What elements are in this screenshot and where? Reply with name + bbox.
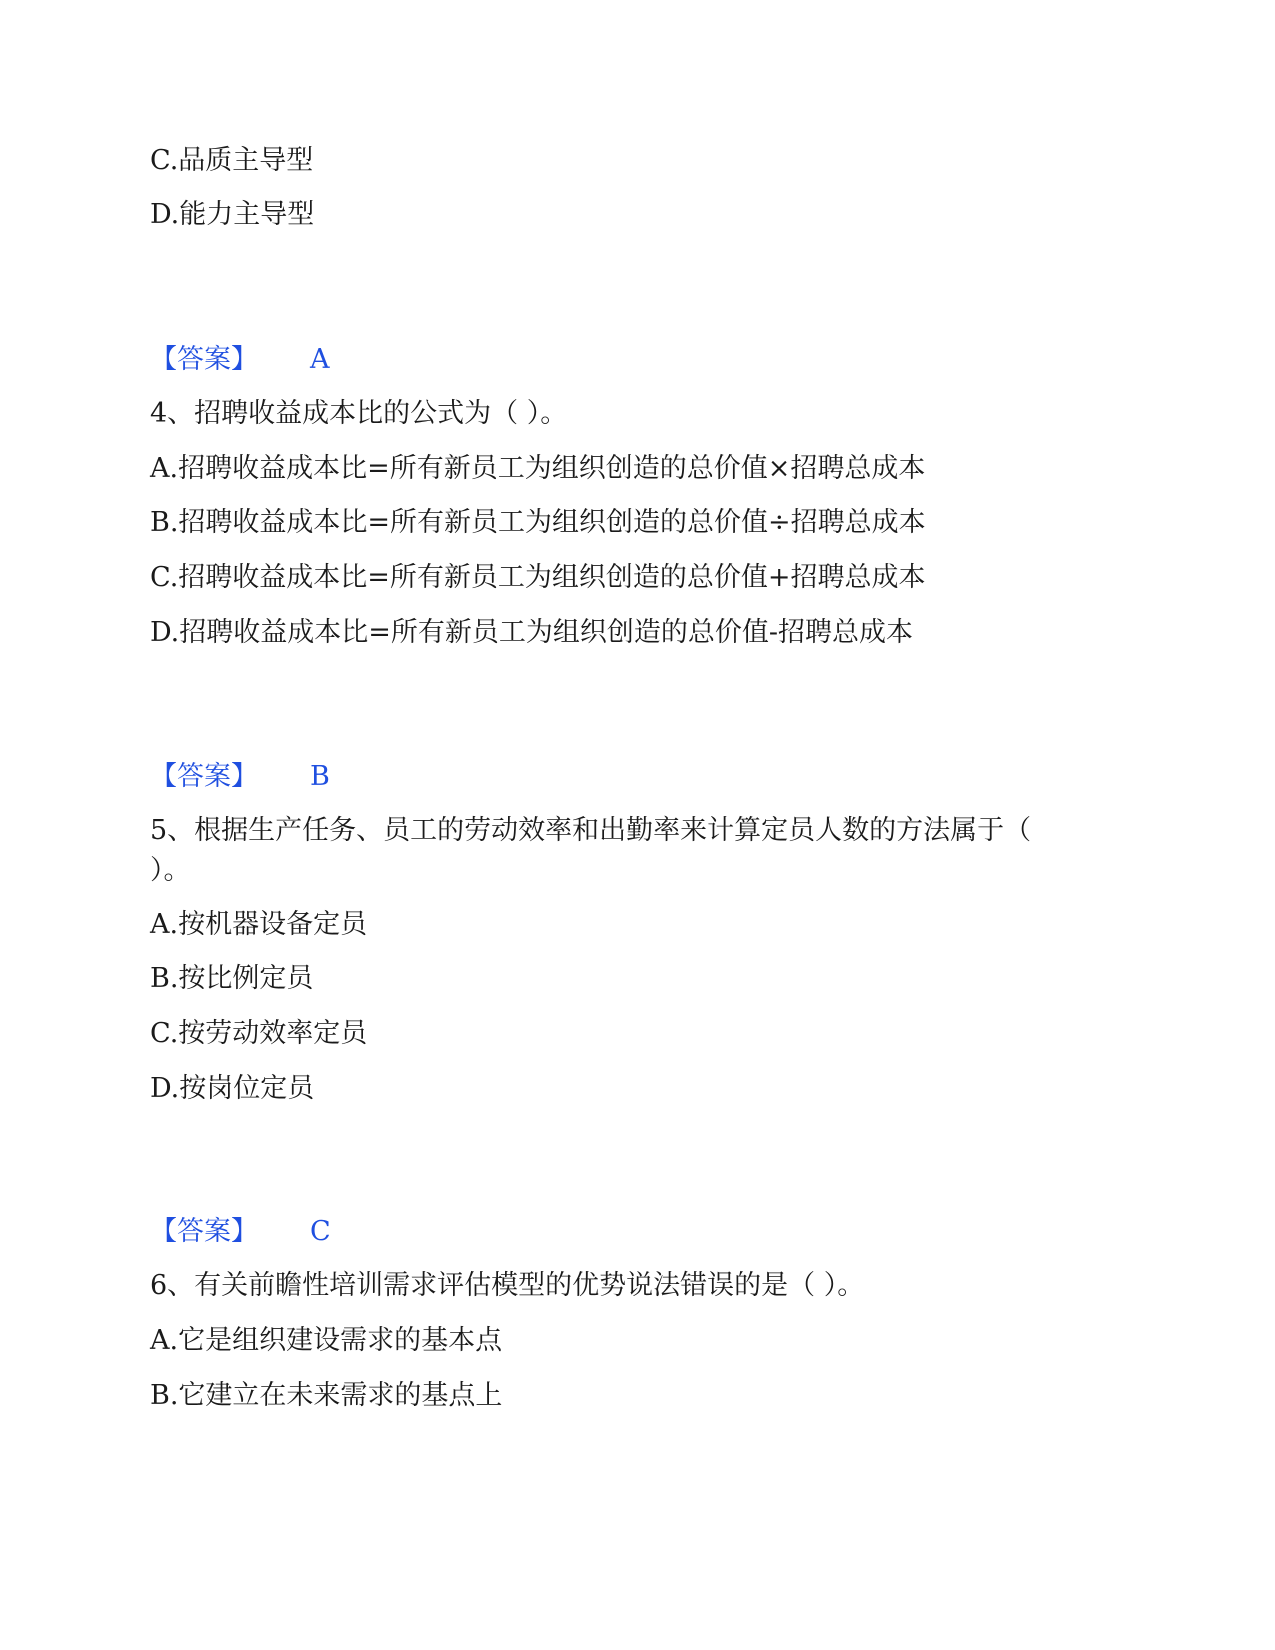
q4-option-d: D.招聘收益成本比=所有新员工为组织创造的总价值-招聘总成本 — [150, 617, 914, 648]
q3-answer — [150, 342, 450, 378]
answer-value: A — [310, 344, 330, 375]
answer-label: 【答案】 — [150, 344, 258, 375]
answer-value: B — [310, 761, 330, 792]
q4-answer — [150, 759, 450, 795]
q4-option-c: C.招聘收益成本比=所有新员工为组织创造的总价值+招聘总成本 — [150, 562, 926, 593]
q5-option-b: B.按比例定员 — [150, 963, 314, 994]
q5-option-c: C.按劳动效率定员 — [150, 1018, 368, 1049]
answer-label: 【答案】 — [150, 761, 258, 792]
q4-option-b: B.招聘收益成本比=所有新员工为组织创造的总价值÷招聘总成本 — [150, 507, 926, 538]
q4-option-a: A.招聘收益成本比=所有新员工为组织创造的总价值×招聘总成本 — [150, 453, 926, 484]
q5-answer — [150, 1214, 450, 1250]
q6-option-b: B.它建立在未来需求的基点上 — [150, 1380, 503, 1411]
q6-option-a: A.它是组织建设需求的基本点 — [150, 1325, 503, 1356]
q3-option-c: C.品质主导型 — [150, 145, 314, 176]
answer-label: 【答案】 — [150, 1216, 258, 1247]
q5-stem-line2: ）。 — [150, 855, 191, 886]
q4-stem: 4、招聘收益成本比的公式为（ ）。 — [150, 398, 568, 429]
q6-stem: 6、有关前瞻性培训需求评估模型的优势说法错误的是（ ）。 — [150, 1270, 865, 1301]
q5-option-a: A.按机器设备定员 — [150, 909, 368, 940]
q5-stem-line1: 5、根据生产任务、员工的劳动效率和出勤率来计算定员人数的方法属于（ — [150, 815, 1032, 846]
answer-value: C — [310, 1216, 331, 1247]
q3-option-d: D.能力主导型 — [150, 199, 315, 230]
q5-option-d: D.按岗位定员 — [150, 1073, 315, 1104]
